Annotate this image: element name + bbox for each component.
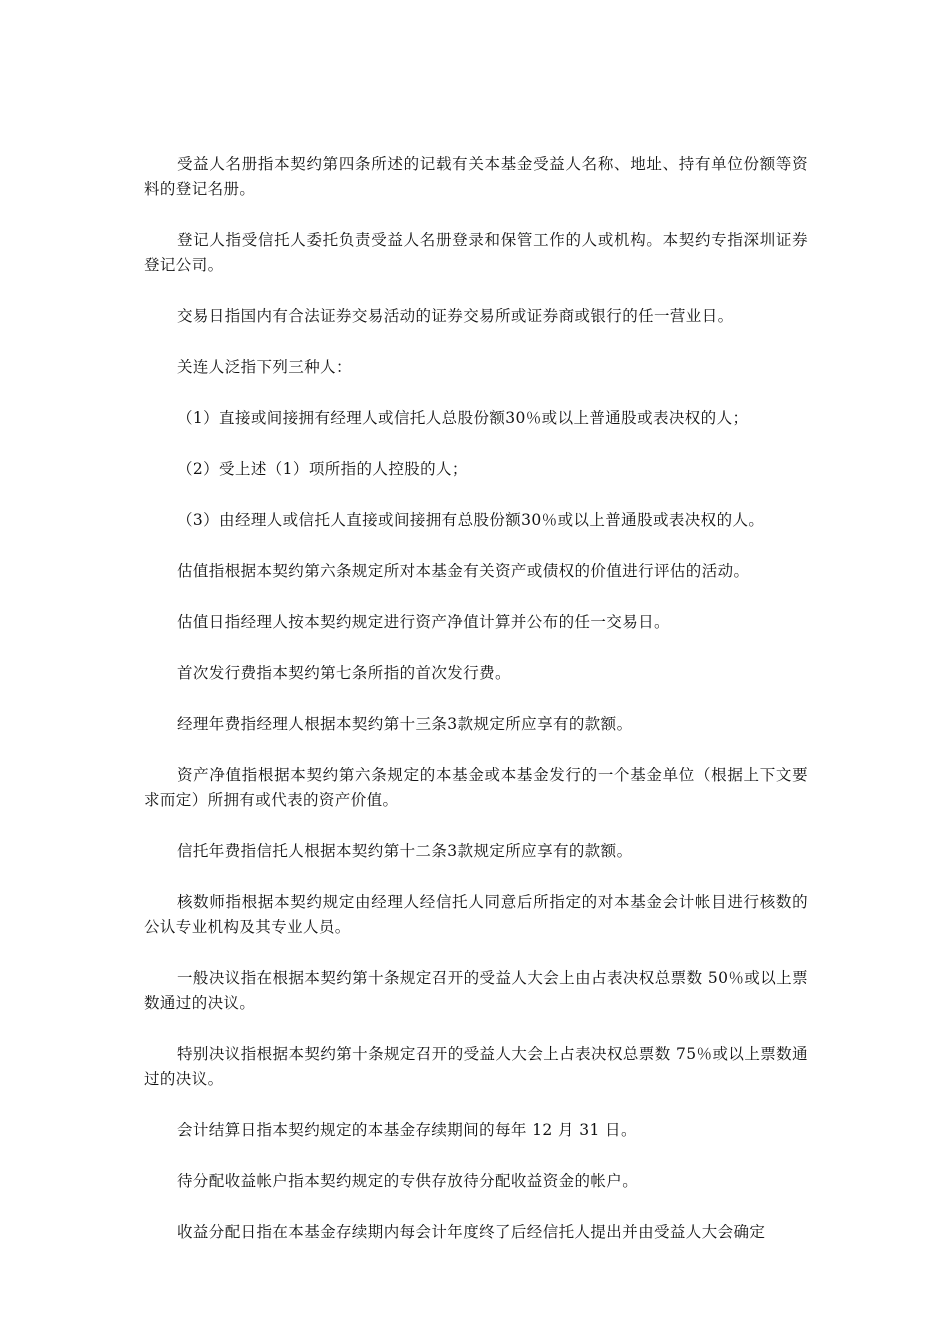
- definition-paragraph-registrar: 登记人指受信托人委托负责受益人名册登录和保管工作的人或机构。本契约专指深圳证券登记公司。: [144, 231, 808, 274]
- definition-paragraph-auditor: 核数师指根据本契约规定由经理人经信托人同意后所指定的对本基金会计帐目进行核数的公认专业机构及其专业人员。: [144, 893, 808, 936]
- list-item-connected-person-3: （3）由经理人或信托人直接或间接拥有总股份额30％或以上普通股或表决权的人。: [177, 511, 765, 529]
- definition-paragraph-valuation: 估值指根据本契约第六条规定所对本基金有关资产或债权的价值进行评估的活动。: [177, 562, 750, 580]
- definition-paragraph-distribution-account: 待分配收益帐户指本契约规定的专供存放待分配收益资金的帐户。: [177, 1172, 639, 1190]
- definition-paragraph-ordinary-resolution: 一般决议指在根据本契约第十条规定召开的受益人大会上由占表决权总票数 50％或以上票数通过的决议。: [144, 969, 808, 1012]
- definition-paragraph-connected-person: 关连人泛指下列三种人：: [177, 358, 352, 376]
- list-item-connected-person-1: （1）直接或间接拥有经理人或信托人总股份额30％或以上普通股或表决权的人；: [177, 409, 749, 427]
- definition-paragraph-trustee-fee: 信托年费指信托人根据本契约第十二条3款规定所应享有的款额。: [177, 842, 633, 860]
- definition-paragraph-beneficiary-register: 受益人名册指本契约第四条所述的记载有关本基金受益人名称、地址、持有单位份额等资料的登记名册。: [144, 155, 808, 198]
- definition-paragraph-initial-fee: 首次发行费指本契约第七条所指的首次发行费。: [177, 664, 511, 682]
- document-body: [144, 152, 808, 1271]
- list-item-connected-person-2: （2）受上述（1）项所指的人控股的人；: [177, 460, 468, 478]
- definition-paragraph-trading-day: 交易日指国内有合法证券交易活动的证券交易所或证券商或银行的任一营业日。: [177, 307, 734, 325]
- definition-paragraph-distribution-date: 收益分配日指在本基金存续期内每会计年度终了后经信托人提出并由受益人大会确定: [177, 1223, 766, 1241]
- definition-paragraph-accounting-date: 会计结算日指本契约规定的本基金存续期间的每年 12 月 31 日。: [177, 1121, 637, 1139]
- definition-paragraph-net-asset-value: 资产净值指根据本契约第六条规定的本基金或本基金发行的一个基金单位（根据上下文要求而定）所拥有或代表的资产价值。: [144, 766, 808, 809]
- definition-paragraph-valuation-day: 估值日指经理人按本契约规定进行资产净值计算并公布的任一交易日。: [177, 613, 670, 631]
- definition-paragraph-manager-fee: 经理年费指经理人根据本契约第十三条3款规定所应享有的款额。: [177, 715, 633, 733]
- definition-paragraph-special-resolution: 特别决议指根据本契约第十条规定召开的受益人大会上占表决权总票数 75％或以上票数通过的决议。: [144, 1045, 808, 1088]
